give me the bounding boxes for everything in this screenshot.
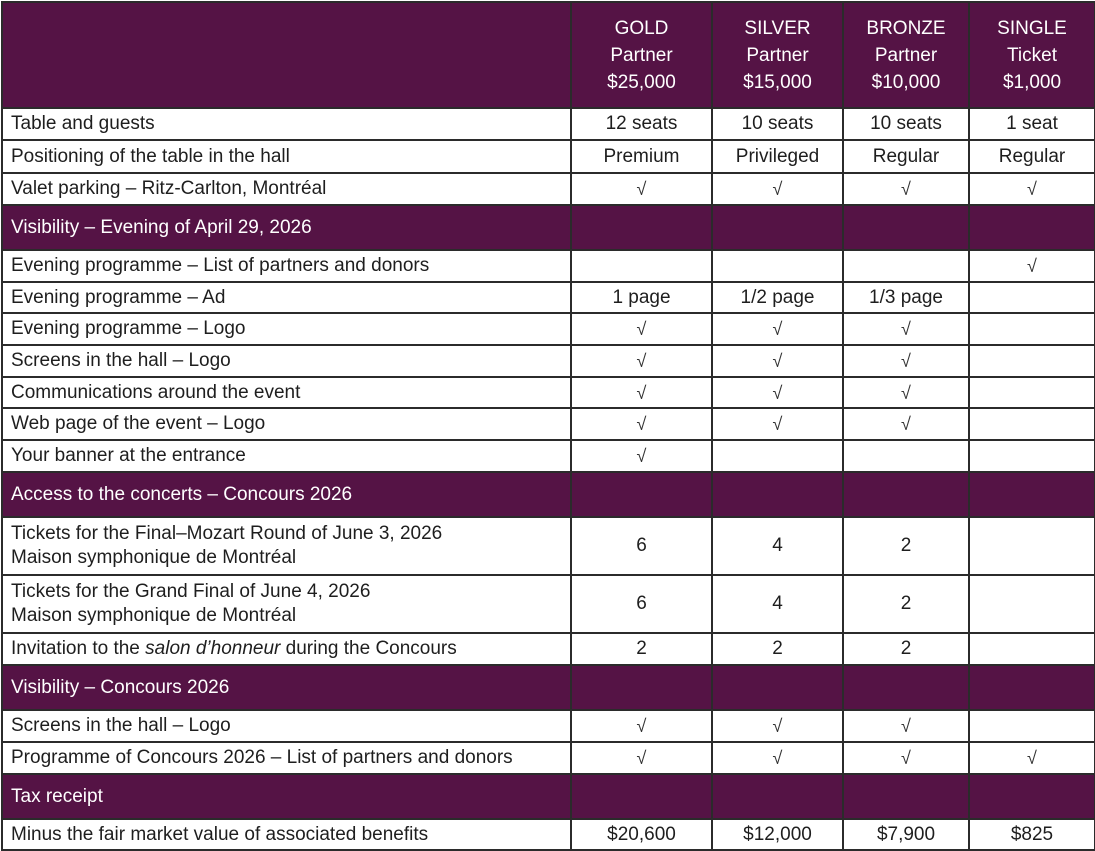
row-label: Valet parking – Ritz-Carlton, Montréal — [2, 173, 571, 205]
checkmark-icon: √ — [571, 710, 712, 742]
header-empty-cell — [2, 2, 571, 108]
table-row — [2, 140, 1095, 173]
cell-single — [969, 633, 1095, 665]
cell-gold — [571, 250, 712, 282]
checkmark-icon: √ — [571, 313, 712, 345]
row-label: Evening programme – Ad — [2, 282, 571, 313]
cell-silver: 10 seats — [712, 108, 843, 140]
tier-price: $1,000 — [1002, 71, 1062, 93]
row-label — [2, 633, 571, 665]
table-row — [2, 742, 1095, 774]
checkmark-icon: √ — [843, 710, 969, 742]
cell-bronze: $7,900 — [843, 819, 969, 850]
tier-type: Ticket — [1007, 44, 1057, 66]
cell-silver — [712, 250, 843, 282]
table-row — [2, 313, 1095, 345]
cell-silver: Privileged — [712, 140, 843, 173]
section-title: Access to the concerts – Concours 2026 — [2, 472, 571, 517]
section-title: Tax receipt — [2, 774, 571, 819]
table-row — [2, 108, 1095, 140]
cell-silver: 4 — [712, 517, 843, 575]
cell-silver: 2 — [712, 633, 843, 665]
cell-single — [969, 440, 1095, 472]
checkmark-icon: √ — [712, 710, 843, 742]
checkmark-icon: √ — [571, 345, 712, 377]
checkmark-icon: √ — [969, 250, 1095, 282]
row-label-line: Tickets for the Grand Final of June 4, 2026 — [11, 581, 371, 602]
checkmark-icon: √ — [969, 173, 1095, 205]
cell-single — [969, 313, 1095, 345]
cell-single — [969, 517, 1095, 575]
header-row — [2, 2, 1095, 108]
checkmark-icon: √ — [571, 173, 712, 205]
row-label: Evening programme – List of partners and donors — [2, 250, 571, 282]
table-row — [2, 575, 1095, 633]
cell-bronze — [843, 250, 969, 282]
cell-gold: 12 seats — [571, 108, 712, 140]
cell-gold: 6 — [571, 575, 712, 633]
cell-gold: 2 — [571, 633, 712, 665]
table-row — [2, 377, 1095, 408]
checkmark-icon: √ — [843, 377, 969, 408]
row-label: Positioning of the table in the hall — [2, 140, 571, 173]
cell-bronze: 1/3 page — [843, 282, 969, 313]
row-label-emphasis: salon d’honneur — [145, 638, 281, 659]
sponsorship-table — [1, 1, 1095, 851]
cell-single — [969, 282, 1095, 313]
tier-bronze — [843, 2, 969, 108]
checkmark-icon: √ — [571, 408, 712, 440]
checkmark-icon: √ — [843, 345, 969, 377]
tier-single — [969, 2, 1095, 108]
row-label: Evening programme – Logo — [2, 313, 571, 345]
cell-silver: 1/2 page — [712, 282, 843, 313]
section-title: Visibility – Concours 2026 — [2, 665, 571, 710]
cell-single: $825 — [969, 819, 1095, 850]
table-row — [2, 250, 1095, 282]
tier-price: $25,000 — [607, 71, 676, 93]
table-row — [2, 710, 1095, 742]
checkmark-icon: √ — [843, 313, 969, 345]
section-header-row — [2, 665, 1095, 710]
cell-single: Regular — [969, 140, 1095, 173]
cell-bronze: 2 — [843, 633, 969, 665]
cell-single — [969, 575, 1095, 633]
tier-name: SINGLE — [997, 17, 1067, 39]
checkmark-icon: √ — [712, 408, 843, 440]
tier-name: GOLD — [614, 17, 669, 39]
table-row — [2, 633, 1095, 665]
cell-gold: $20,600 — [571, 819, 712, 850]
cell-bronze: 2 — [843, 517, 969, 575]
checkmark-icon: √ — [571, 742, 712, 774]
cell-bronze: 10 seats — [843, 108, 969, 140]
row-label: Programme of Concours 2026 – List of partners and donors — [2, 742, 571, 774]
tier-name: BRONZE — [866, 17, 946, 39]
cell-single — [969, 408, 1095, 440]
cell-single — [969, 345, 1095, 377]
cell-silver: 4 — [712, 575, 843, 633]
cell-gold: 1 page — [571, 282, 712, 313]
checkmark-icon: √ — [571, 377, 712, 408]
section-title: Visibility – Evening of April 29, 2026 — [2, 205, 571, 250]
row-label-line: Maison symphonique de Montréal — [11, 605, 297, 626]
cell-bronze: 2 — [843, 575, 969, 633]
checkmark-icon: √ — [712, 345, 843, 377]
row-label-part: Invitation to the — [11, 638, 146, 659]
tier-type: Partner — [874, 44, 938, 66]
table-row — [2, 440, 1095, 472]
cell-single — [969, 710, 1095, 742]
row-label — [2, 575, 571, 633]
checkmark-icon: √ — [712, 742, 843, 774]
tier-name: SILVER — [744, 17, 811, 39]
checkmark-icon: √ — [712, 313, 843, 345]
row-label-line: Maison symphonique de Montréal — [11, 547, 297, 568]
checkmark-icon: √ — [571, 440, 712, 472]
checkmark-icon: √ — [712, 173, 843, 205]
checkmark-icon: √ — [843, 173, 969, 205]
row-label — [2, 517, 571, 575]
table-row — [2, 517, 1095, 575]
table-row — [2, 173, 1095, 205]
row-label: Screens in the hall – Logo — [2, 345, 571, 377]
cell-gold: Premium — [571, 140, 712, 173]
row-label: Your banner at the entrance — [2, 440, 571, 472]
row-label-line: Tickets for the Final–Mozart Round of June 3, 2026 — [11, 523, 443, 544]
row-label: Communications around the event — [2, 377, 571, 408]
table-row — [2, 408, 1095, 440]
checkmark-icon: √ — [843, 742, 969, 774]
cell-gold: 6 — [571, 517, 712, 575]
cell-bronze: Regular — [843, 140, 969, 173]
row-label-part: during the Concours — [280, 638, 457, 659]
cell-single: 1 seat — [969, 108, 1095, 140]
tier-type: Partner — [610, 44, 673, 66]
section-header-row — [2, 774, 1095, 819]
cell-single — [969, 377, 1095, 408]
table-row — [2, 819, 1095, 850]
cell-silver: $12,000 — [712, 819, 843, 850]
section-header-row — [2, 205, 1095, 250]
row-label: Screens in the hall – Logo — [2, 710, 571, 742]
cell-silver — [712, 440, 843, 472]
table-row — [2, 282, 1095, 313]
checkmark-icon: √ — [712, 377, 843, 408]
row-label: Minus the fair market value of associated benefits — [2, 819, 571, 850]
checkmark-icon: √ — [843, 408, 969, 440]
tier-price: $15,000 — [743, 71, 812, 93]
cell-bronze — [843, 440, 969, 472]
tier-gold — [571, 2, 712, 108]
tier-price: $10,000 — [871, 71, 941, 93]
row-label: Web page of the event – Logo — [2, 408, 571, 440]
table-row — [2, 345, 1095, 377]
checkmark-icon: √ — [969, 742, 1095, 774]
tier-type: Partner — [746, 44, 809, 66]
section-header-row — [2, 472, 1095, 517]
row-label: Table and guests — [2, 108, 571, 140]
tier-silver — [712, 2, 843, 108]
